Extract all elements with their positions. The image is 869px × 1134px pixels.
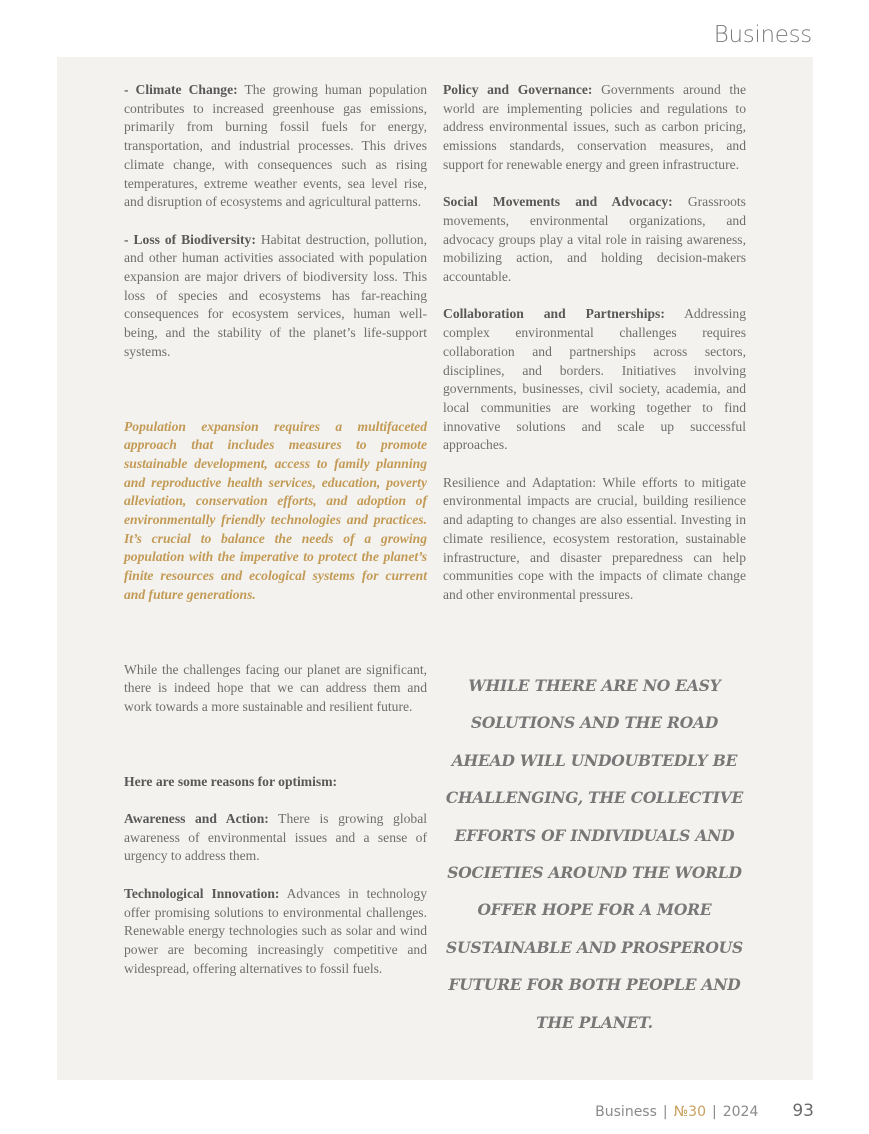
highlight-quote: WHILE THERE ARE NO EASY SOLUTIONS AND THE ROAD AHEAD WILL UNDOUBTEDLY BE CHALLENGING, THE COLLECTIVE EFFORTS OF INDIVIDUALS AND SOCIETIES AROUND THE WORLD OFFER HOPE FOR A MORE SUSTAINABLE AND PROSPEROUS FUTURE FOR BOTH PEOPLE AND THE PLANET.	[445, 676, 744, 1032]
awareness-text: There is growing global awareness of environmental issues and a sense of urgency to address them.	[124, 811, 428, 864]
footer-separator-2: |	[712, 1104, 717, 1120]
collaboration-label: Collaboration and Partnerships:	[443, 306, 665, 322]
climate-change-label: - Climate Change:	[124, 82, 238, 97]
reasons-heading-text: Here are some reasons for optimism:	[124, 773, 338, 789]
climate-change-text: The growing human population contributes to increased greenhouse gas emissions, primarily from burning fossil fuels for energy, transportation, and industrial processes. This drives climate change, with consequences such as rising temperatures, extreme weather events, sea level rise, and disruption of ecosystems and agricultural patterns.	[124, 82, 428, 210]
footer-issue: №30	[673, 1104, 706, 1120]
pull-quote: Population expansion requires a multifaceted approach that includes measures to promote sustainable development, access to family planning and reproductive health services, education, poverty alleviation, conservation efforts, and adoption of environmentally friendly technologies and practices. It’s crucial to balance the needs of a growing population with the imperative to protect the planet’s finite resources and ecological systems for current and future generations.	[124, 418, 427, 602]
social-paragraph	[443, 193, 746, 287]
collaboration-paragraph	[443, 305, 746, 455]
resilience-paragraph: Resilience and Adaptation: While efforts to mitigate environmental impacts are crucial, building resilience and adapting to changes are also essential. Investing in climate resilience, ecosystem restoration, sustainable infrastructure, and disaster preparedness can help communities cope with the impacts of climate change and other environmental pressures.	[443, 474, 746, 602]
left-column	[124, 81, 427, 978]
social-label: Social Movements and Advocacy:	[443, 194, 673, 210]
technology-label: Technological Innovation:	[124, 885, 280, 901]
collaboration-text: Addressing complex environmental challenges requires collaboration and partnerships across sectors, disciplines, and borders. Initiatives involving governments, businesses, civil society, academia, and local communities are working together to find innovative solutions and scale up successful approaches.	[443, 306, 746, 453]
social-text: Grassroots movements, environmental organizations, and advocacy groups play a vital role in raising awareness, mobilizing action, and holding decision-makers accountable.	[443, 194, 746, 285]
footer	[595, 1101, 814, 1121]
technology-text: Advances in technology offer promising solutions to environmental challenges. Renewable energy technologies such as solar and wind power are becoming increasingly competitive and widespread, offering alternatives to fossil fuels.	[124, 885, 427, 976]
biodiversity-paragraph	[124, 231, 427, 362]
section-label: Business	[713, 22, 812, 48]
policy-label: Policy and Governance:	[443, 82, 593, 97]
hope-paragraph: While the challenges facing our planet are significant, there is indeed hope that we can address them and work towards a more sustainable and resilient future.	[124, 661, 427, 714]
footer-year: 2024	[722, 1104, 759, 1120]
climate-change-paragraph	[124, 81, 427, 212]
awareness-paragraph	[124, 810, 427, 866]
footer-separator-1: |	[662, 1104, 668, 1120]
page-number: 93	[792, 1101, 814, 1121]
reasons-heading	[124, 773, 427, 792]
biodiversity-text: Habitat destruction, pollution, and other human activities associated with population expansion are major drivers of biodiversity loss. This loss of species and ecosystems has far-reaching consequences for ecosystem services, human well-being, and the stability of the planet’s life-support systems.	[124, 231, 427, 359]
policy-paragraph	[443, 81, 746, 175]
footer-magazine: Business	[595, 1104, 657, 1120]
technology-paragraph	[124, 885, 427, 979]
biodiversity-label: - Loss of Biodiversity:	[124, 231, 256, 247]
policy-text: Governments around the world are implementing policies and regulations to address environmental issues, such as carbon pricing, emissions standards, conservation measures, and support for renewable energy and green infrastructure.	[443, 82, 746, 172]
right-column	[443, 81, 746, 605]
awareness-label: Awareness and Action:	[124, 811, 269, 827]
